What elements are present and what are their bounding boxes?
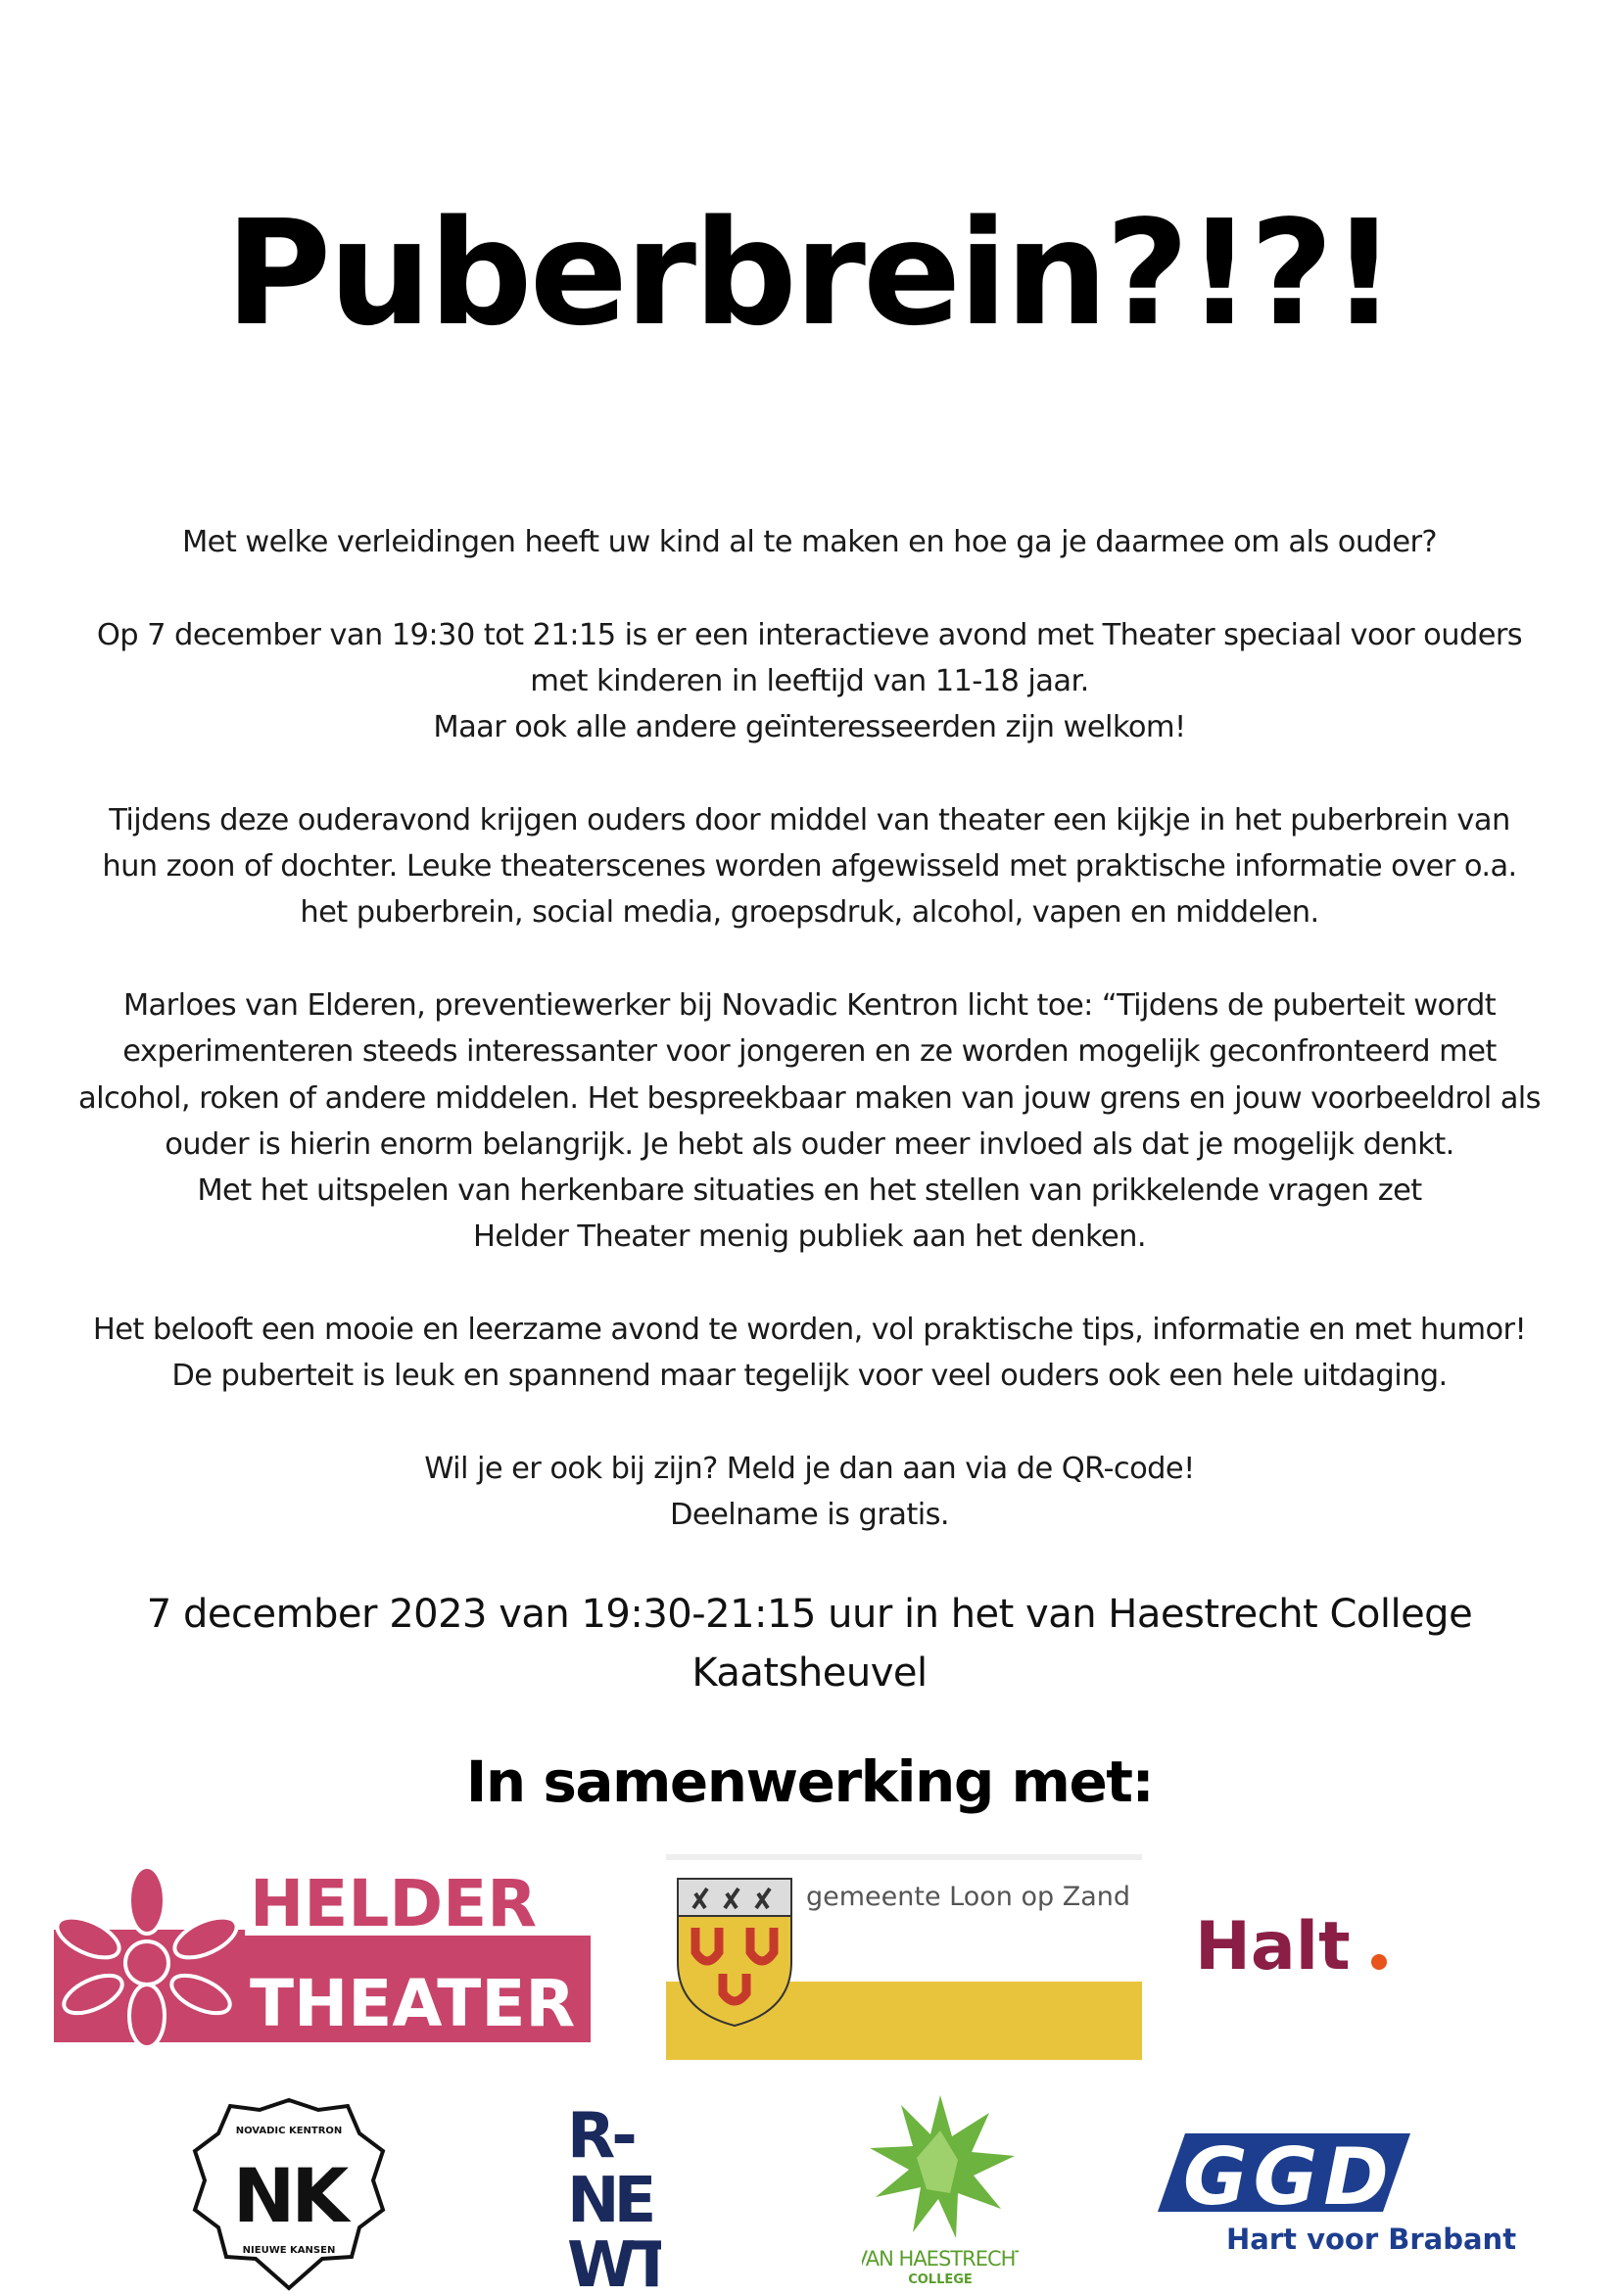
ggd-logo-graphic bbox=[1156, 2124, 1528, 2271]
collaboration-heading: In samenwerking met: bbox=[465, 1748, 1154, 1815]
novadic-top-text: NOVADIC KENTRON bbox=[235, 2126, 343, 2136]
helder-text: HELDER bbox=[250, 1869, 538, 1941]
intro-paragraph: Met welke verleidingen heeft uw kind al te maken en hoe ga je daarmee om als ouder? bbox=[181, 525, 1438, 559]
novadic-bottom-text: NIEUWE KANSEN bbox=[242, 2245, 336, 2256]
van-haestrecht-college-logo-graphic bbox=[862, 2091, 1019, 2287]
loon-op-zand-logo-graphic bbox=[666, 1854, 1142, 2060]
schedule-line: Op 7 december van 19:30 tot 21:15 is er een interactieve avond met Theater speciaal voor ouders bbox=[96, 617, 1523, 652]
renewt-line-2: NE bbox=[567, 2165, 651, 2237]
van-haestrecht-college-logo bbox=[862, 2091, 1019, 2287]
signup-paragraph bbox=[0, 1446, 1619, 1539]
description-line: het puberbrein, social media, groepsdruk, alcohol, vapen en middelen. bbox=[300, 895, 1319, 931]
novadic-nk-text: NK bbox=[232, 2152, 346, 2239]
halt-logo bbox=[1190, 1905, 1396, 1984]
loon-op-zand-text: gemeente Loon op Zand bbox=[806, 1882, 1131, 1912]
promise-paragraph bbox=[0, 1307, 1619, 1400]
ggd-tagline-text: Hart voor Brabant bbox=[1226, 2223, 1517, 2256]
event-line: 7 december 2023 van 19:30-21:15 uur in het van Haestrecht College bbox=[146, 1592, 1473, 1637]
renewt-line-1: R- bbox=[567, 2100, 634, 2173]
halt-text: Halt bbox=[1195, 1908, 1351, 1984]
signup-line: Wil je er ook bij zijn? Meld je dan aan via de QR-code! bbox=[424, 1451, 1195, 1486]
renewt-line-3: WT bbox=[567, 2229, 661, 2290]
schedule-line: met kinderen in leeftijd van 11-18 jaar. bbox=[530, 663, 1089, 698]
promise-line: De puberteit is leuk en spannend maar tegelijk voor veel ouders ook een hele uitdaging. bbox=[171, 1359, 1448, 1394]
van-haestrecht-name: VAN HAESTRECHT bbox=[862, 2247, 1019, 2271]
renewt-logo-graphic bbox=[563, 2096, 661, 2290]
van-haestrecht-college-text: COLLEGE bbox=[908, 2272, 973, 2287]
body-text bbox=[0, 519, 1619, 1585]
quote-line: Marloes van Elderen, preventiewerker bij Novadic Kentron licht toe: “Tijdens de puberteit wordt bbox=[122, 987, 1497, 1023]
novadic-kentron-logo-graphic bbox=[191, 2096, 387, 2292]
schedule-paragraph bbox=[0, 612, 1619, 751]
renewt-logo bbox=[563, 2096, 661, 2290]
promise-line: Het belooft een mooie en leerzame avond te worden, vol praktische tips, informatie en met humor! bbox=[92, 1313, 1527, 1348]
description-paragraph bbox=[0, 797, 1619, 936]
novadic-kentron-logo bbox=[191, 2096, 387, 2292]
ggd-logo bbox=[1156, 2124, 1528, 2271]
helder-theater-logo bbox=[49, 1869, 594, 2045]
quote-line: experimenteren steeds interessanter voor jongeren en ze worden mogelijk geconfronteerd met bbox=[122, 1034, 1497, 1070]
quote-paragraph bbox=[0, 982, 1619, 1261]
schedule-line: Maar ook alle andere geïnteresseerden zijn welkom! bbox=[433, 710, 1186, 745]
quote-line: Helder Theater menig publiek aan het denken. bbox=[473, 1220, 1146, 1255]
theater-text: THEATER bbox=[250, 1966, 576, 2041]
ggd-mark-text: GGD bbox=[1183, 2131, 1395, 2223]
event-line: Kaatsheuvel bbox=[691, 1650, 928, 1696]
loon-op-zand-logo bbox=[666, 1854, 1142, 2060]
halt-logo-graphic bbox=[1190, 1905, 1396, 1984]
event-details bbox=[0, 1585, 1619, 1702]
signup-line: Deelname is gratis. bbox=[670, 1498, 949, 1533]
quote-line: Met het uitspelen van herkenbare situaties en het stellen van prikkelende vragen zet bbox=[197, 1173, 1422, 1209]
quote-line: alcohol, roken of andere middelen. Het bespreekbaar maken van jouw grens en jouw voorbeeldrol als bbox=[78, 1080, 1541, 1116]
description-line: hun zoon of dochter. Leuke theaterscenes worden afgewisseld met praktische informatie over o.a. bbox=[102, 849, 1517, 885]
quote-line: ouder is hierin enorm belangrijk. Je hebt als ouder meer invloed als dat je mogelijk denkt. bbox=[165, 1126, 1454, 1162]
description-line: Tijdens deze ouderavond krijgen ouders door middel van theater een kijkje in het puberbrein van bbox=[109, 802, 1510, 837]
page-title: Puberbrein?!?! bbox=[224, 189, 1395, 358]
helder-theater-logo-graphic bbox=[49, 1869, 594, 2045]
